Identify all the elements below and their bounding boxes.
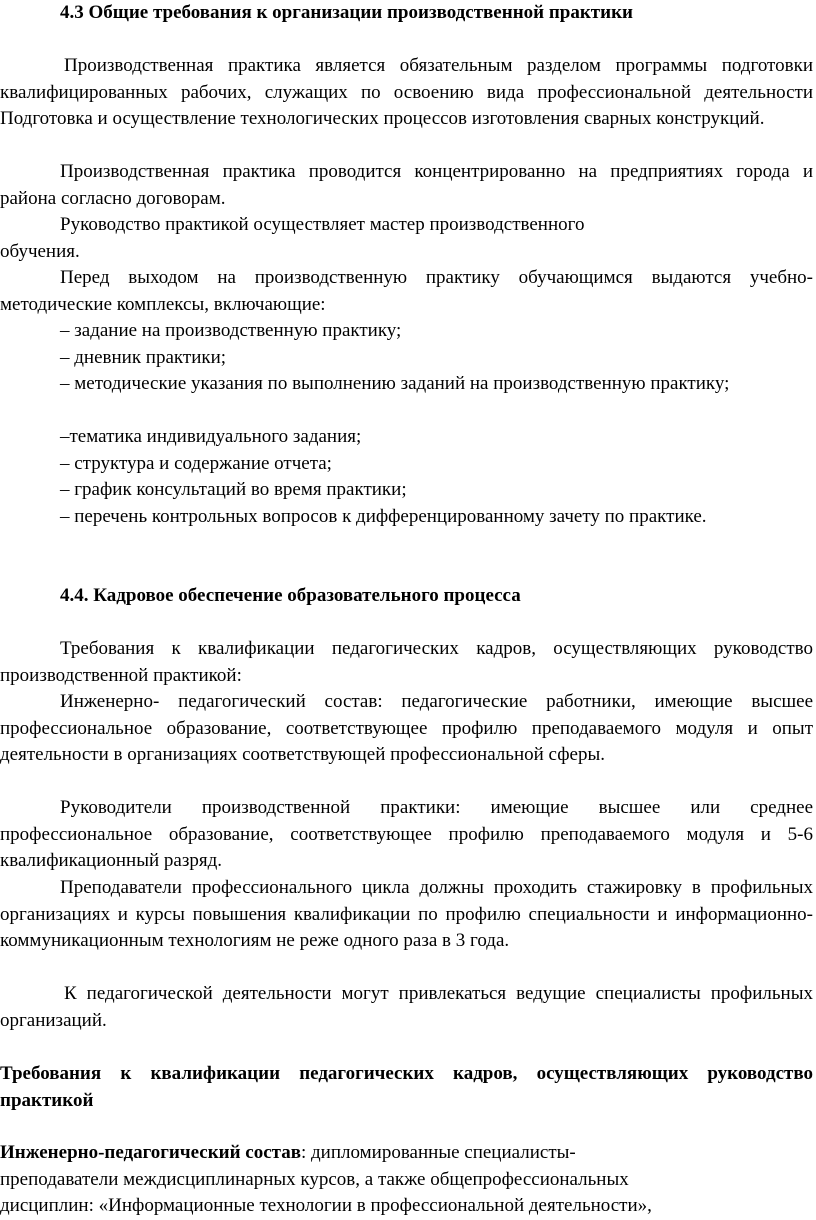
list-item: – дневник практики; [60,346,227,368]
list-item: – задание на производственную практику; [60,320,402,341]
section-4-3-paragraph-4: Перед выходом на производственную практику обучающимся выдаются учебно-методические комплексы, включающие: [0,267,813,315]
section-4-3-paragraph-3-line-2: обучения. [0,240,80,262]
staff-text: : дипломированные специалисты- [300,1142,576,1163]
staff-label: Инженерно-педагогический состав [0,1142,301,1163]
requirements-heading: Требования к квалификации педагогических кадров, осуществляющих руководство практикой [0,1063,813,1111]
staff-paragraph-line-3: дисциплин: «Информационные технологии в профессиональной деятельности», [0,1195,652,1216]
section-4-4-paragraph-1: Требования к квалификации педагогических кадров, осуществляющих руководство производственной практикой: [0,638,813,686]
section-4-4-paragraph-3: Руководители производственной практики: имеющие высшее или среднее профессиональное образование, соответствующее профилю преподаваемого модуля и 5-6 квалификационный разряд. [0,797,813,871]
section-4-3-paragraph-1: Производственная практика является обязательным разделом программы подготовки квалифицированных рабочих, служащих по освоению вида профессиональной деятельности Подготовка и осуществление технологических процессов изготовления сварных конструкций. [0,55,813,129]
list-item: – методические указания по выполнению заданий на производственную практику; [60,373,730,394]
section-4-4-heading: 4.4. Кадровое обеспечение образовательного процесса [60,585,521,606]
section-4-3-paragraph-3-line-1: Руководство практикой осуществляет мастер производственного [60,214,585,235]
section-4-4-paragraph-2: Инженерно- педагогический состав: педагогические работники, имеющие высшее профессиональное образование, соответствующее профилю преподаваемого модуля и опыт деятельности в организациях соответствующей профессиональной сферы. [0,691,813,765]
section-4-3-heading: 4.3 Общие требования к организации производственной практики [60,2,633,23]
list-item: –тематика индивидуального задания; [60,426,362,447]
section-4-3-paragraph-2: Производственная практика проводится концентрированно на предприятиях города и района согласно договорам. [0,161,813,209]
list-item: – график консультаций во время практики; [60,479,407,500]
staff-paragraph-line-1 [0,1140,813,1167]
list-item: – структура и содержание отчета; [60,452,332,474]
section-4-4-paragraph-4: Преподаватели профессионального цикла должны проходить стажировку в профильных организациях и курсы повышения квалификации по профилю специальности и информационно-коммуникационным технологиям не реже одного раза в 3 года. [0,877,813,951]
staff-paragraph-line-2: преподаватели междисциплинарных курсов, а также общепрофессиональных [0,1168,629,1190]
list-item: – перечень контрольных вопросов к дифференцированному зачету по практике. [60,505,707,527]
section-4-4-paragraph-5: К педагогической деятельности могут привлекаться ведущие специалисты профильных организаций. [0,983,813,1031]
